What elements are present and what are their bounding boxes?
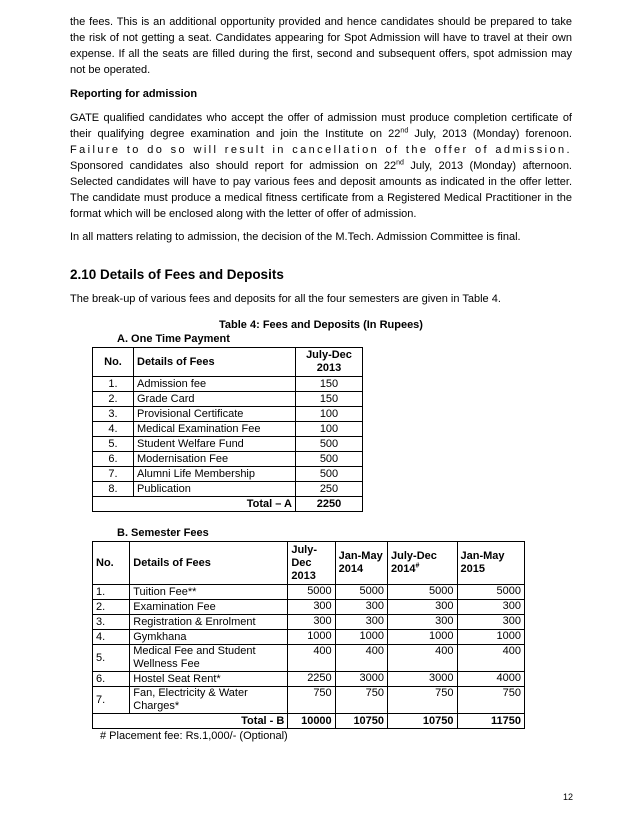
table-row [93,437,363,452]
table-b-cell-details: Examination Fee [130,600,288,615]
table-b-header-c3-sup: # [415,562,420,570]
paragraph-committee: In all matters relating to admission, the decision of the M.Tech. Admission Committee is final. [70,231,521,243]
table-b-total-1: 10000 [288,714,335,729]
table-b-cell-v3: 750 [388,687,457,714]
table-b-cell-v2: 400 [335,645,387,672]
table-row [93,687,525,714]
table-b-heading: B. Semester Fees [117,527,209,539]
reporting-text-4: July, 2013 (Monday) afternoon. Selected candidates will have to pay various fees and deposit amounts as indicated in the offer letter. The candidate must produce a medical fitness certificate from a Registered Medical Practitioner in the format which will be enclosed along with the letter of offer of admission. [70,160,572,220]
table-b-cell-v3: 300 [388,615,457,630]
table-b-cell-v4: 1000 [457,630,525,645]
table-b-cell-v2: 1000 [335,630,387,645]
table-a-total-value: 2250 [296,497,363,512]
table-title: Table 4: Fees and Deposits (In Rupees) [219,319,423,331]
table-a-cell-no: 4. [93,422,134,437]
table-a-cell-details: Student Welfare Fund [134,437,296,452]
table-a-cell-v: 100 [296,407,363,422]
table-row [93,630,525,645]
table-a-cell-details: Grade Card [134,392,296,407]
table-row [93,600,525,615]
table-b-cell-no: 3. [93,615,130,630]
table-b-cell-no: 4. [93,630,130,645]
table-b-cell-v2: 3000 [335,672,387,687]
table-row [93,672,525,687]
table-a-cell-no: 6. [93,452,134,467]
table-a-header-row [93,348,363,377]
table-b-cell-no: 1. [93,585,130,600]
table-one-time-payment [92,347,363,512]
table-b-cell-v2: 300 [335,615,387,630]
table-b-header-row [93,542,525,585]
table-a-header-no: No. [93,348,134,377]
table-b-cell-v4: 400 [457,645,525,672]
table-b-cell-v3: 5000 [388,585,457,600]
table-b-total-3: 10750 [388,714,457,729]
table-row [93,482,363,497]
table-a-total-row [93,497,363,512]
table-b-cell-details: Tuition Fee** [130,585,288,600]
table-a-cell-v: 100 [296,422,363,437]
page-number: 12 [563,792,574,802]
table-b-cell-details: Fan, Electricity & Water Charges* [130,687,288,714]
table-row [93,392,363,407]
table-b-total-label: Total - B [93,714,288,729]
table-b-header-c3-text: July-Dec 2014 [391,550,437,575]
reporting-spaced-text: Failure to do so will result in cancellation of the offer of admission. [70,144,572,156]
table-row [93,615,525,630]
table-a-cell-v: 500 [296,437,363,452]
table-b-cell-no: 5. [93,645,130,672]
table-a-header-col1: July-Dec 2013 [296,348,363,377]
reporting-sup-1: nd [400,127,409,135]
table-b-total-4: 11750 [457,714,525,729]
table-b-cell-no: 7. [93,687,130,714]
table-b-cell-details: Registration & Enrolment [130,615,288,630]
table-a-total-label: Total – A [93,497,296,512]
table-a-heading: A. One Time Payment [117,333,230,345]
table-a-cell-v: 150 [296,392,363,407]
section-intro: The break-up of various fees and deposits for all the four semesters are given in Table 4. [70,293,501,305]
table-row [93,645,525,672]
table-b-header-c1: July-Dec 2013 [288,542,335,585]
table-a-cell-v: 150 [296,377,363,392]
table-a-cell-details: Admission fee [134,377,296,392]
table-a-cell-details: Alumni Life Membership [134,467,296,482]
table-b-cell-v1: 300 [288,615,335,630]
table-row [93,377,363,392]
document-page [70,14,572,743]
table-b-cell-v4: 300 [457,600,525,615]
reporting-text-2: July, 2013 (Monday) forenoon. [408,128,572,140]
table-a-cell-details: Medical Examination Fee [134,422,296,437]
reporting-heading: Reporting for admission [70,88,198,100]
table-b-cell-v2: 300 [335,600,387,615]
table-b-cell-v4: 5000 [457,585,525,600]
paragraph-spot-admission: the fees. This is an additional opportunity provided and hence candidates should be prepared to take the risk of not getting a seat. Candidates appearing for Spot Admission will have to travel at their own expense. If all the seats are filled during the first, second and subsequent offers, spot admission may not be operated. [70,16,572,76]
table-b-cell-v1: 750 [288,687,335,714]
table-b-header-no: No. [93,542,130,585]
table-b-cell-no: 2. [93,600,130,615]
table-row [93,407,363,422]
table-a-cell-no: 2. [93,392,134,407]
table-row [93,585,525,600]
table-b-cell-no: 6. [93,672,130,687]
table-a-cell-no: 5. [93,437,134,452]
reporting-text-1: GATE qualified candidates who accept the offer of admission must produce completion certificate of their qualifying degree examination and join the Institute on 22 [70,112,572,140]
table-b-total-2: 10750 [335,714,387,729]
table-a-cell-v: 250 [296,482,363,497]
table-a-cell-details: Publication [134,482,296,497]
table-a-cell-no: 1. [93,377,134,392]
table-b-cell-details: Gymkhana [130,630,288,645]
section-title: 2.10 Details of Fees and Deposits [70,267,284,282]
table-b-header-c3 [388,542,457,585]
table-b-cell-v1: 300 [288,600,335,615]
table-a-cell-v: 500 [296,467,363,482]
table-b-cell-v3: 400 [388,645,457,672]
table-b-cell-v1: 5000 [288,585,335,600]
table-b-cell-details: Medical Fee and Student Wellness Fee [130,645,288,672]
reporting-text-3: Sponsored candidates also should report for admission on 22 [70,160,397,172]
table-a-header-details: Details of Fees [134,348,296,377]
table-b-cell-v1: 1000 [288,630,335,645]
table-row [93,422,363,437]
table-a-cell-v: 500 [296,452,363,467]
reporting-sup-2: nd [396,159,404,167]
placement-fee-footnote: # Placement fee: Rs.1,000/- (Optional) [100,730,288,742]
table-b-cell-v1: 400 [288,645,335,672]
table-row [93,452,363,467]
table-b-cell-v3: 300 [388,600,457,615]
table-b-cell-v3: 1000 [388,630,457,645]
table-a-cell-details: Modernisation Fee [134,452,296,467]
table-b-header-c2: Jan-May 2014 [335,542,387,585]
paragraph-reporting [70,110,572,222]
table-b-cell-v2: 750 [335,687,387,714]
table-a-cell-details: Provisional Certificate [134,407,296,422]
table-b-cell-details: Hostel Seat Rent* [130,672,288,687]
table-b-header-details: Details of Fees [130,542,288,585]
table-b-total-row [93,714,525,729]
table-row [93,467,363,482]
table-b-cell-v4: 4000 [457,672,525,687]
table-b-cell-v4: 300 [457,615,525,630]
table-b-cell-v4: 750 [457,687,525,714]
table-b-cell-v1: 2250 [288,672,335,687]
table-b-cell-v2: 5000 [335,585,387,600]
table-b-header-c4: Jan-May 2015 [457,542,525,585]
table-b-cell-v3: 3000 [388,672,457,687]
table-a-cell-no: 8. [93,482,134,497]
table-a-cell-no: 7. [93,467,134,482]
table-semester-fees [92,541,525,729]
table-a-cell-no: 3. [93,407,134,422]
